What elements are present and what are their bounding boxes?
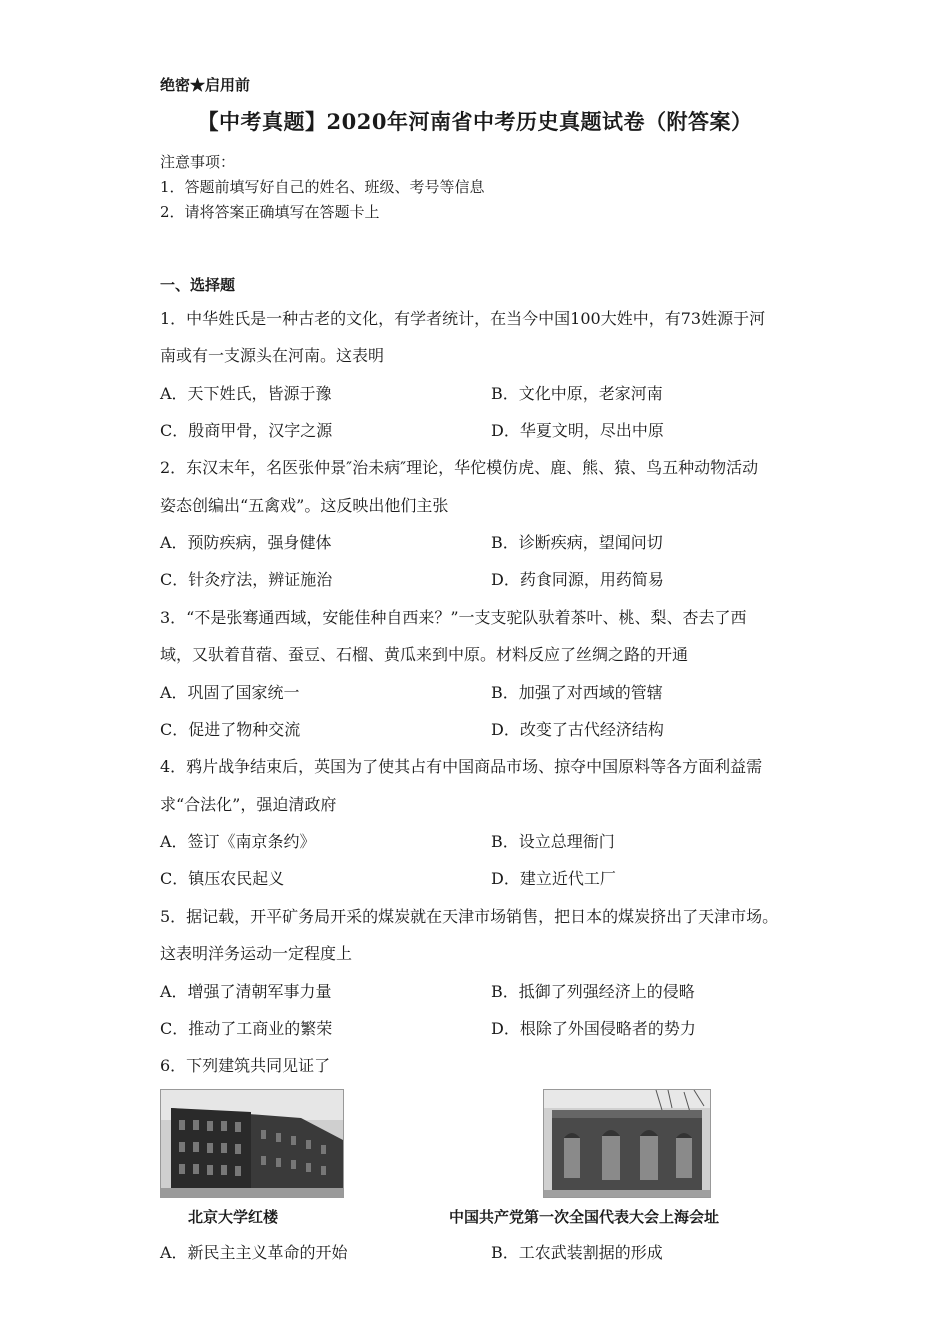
q4-option-d: D．建立近代工厂 <box>491 869 616 888</box>
q3-option-b: B．加强了对西域的管辖 <box>491 683 663 702</box>
q3-option-a: A．巩固了国家统一 <box>160 683 300 702</box>
q5-option-d: D．根除了外国侵略者的势力 <box>491 1019 696 1038</box>
q4-option-c: C．镇压农民起义 <box>160 869 285 888</box>
question-4-line: 4．鸦片战争结束后，英国为了使其占有中国商品市场、掠夺中国原料等各方面利益需 <box>160 757 763 776</box>
q4-option-a: A．签订《南京条约》 <box>160 832 316 851</box>
secret-label: 绝密★启用前 <box>160 76 251 94</box>
section-heading: 一、选择题 <box>160 276 236 294</box>
q2-option-b: B．诊断疾病，望闻问切 <box>491 533 663 552</box>
q1-option-d: D．华夏文明，尽出中原 <box>491 421 664 440</box>
q1-option-c: C．殷商甲骨，汉字之源 <box>160 421 333 440</box>
note-item: 1．答题前填写好自己的姓名、班级、考号等信息 <box>160 178 485 196</box>
q3-option-d: D．改变了古代经济结构 <box>491 720 664 739</box>
note-item: 2．请将答案正确填写在答题卡上 <box>160 203 380 221</box>
q6-option-a: A．新民主主义革命的开始 <box>160 1243 348 1262</box>
question-3-line: 3．“不是张骞通西域，安能佳种自西来？”一支支驼队驮着茶叶、桃、梨、杏去了西 <box>160 608 747 627</box>
red-building-photo <box>160 1089 344 1198</box>
photo-caption-left: 北京大学红楼 <box>188 1208 279 1226</box>
q2-option-a: A．预防疾病，强身健体 <box>160 533 332 552</box>
q2-option-d: D．药食同源，用药简易 <box>491 570 664 589</box>
q1-option-b: B．文化中原，老家河南 <box>491 384 663 403</box>
q1-option-a: A．天下姓氏，皆源于豫 <box>160 384 332 403</box>
question-1-line: 1．中华姓氏是一种古老的文化，有学者统计，在当今中国100大姓中，有73姓源于河 <box>160 309 766 328</box>
question-5-line: 这表明洋务运动一定程度上 <box>160 944 353 963</box>
notes-heading: 注意事项： <box>160 153 236 171</box>
question-1-line: 南或有一支源头在河南。这表明 <box>160 346 385 365</box>
q2-option-c: C．针灸疗法，辨证施治 <box>160 570 333 589</box>
congress-site-photo <box>543 1089 711 1198</box>
q6-option-b: B．工农武装割据的形成 <box>491 1243 663 1262</box>
question-5-line: 5．据记载，开平矿务局开采的煤炭就在天津市场销售，把日本的煤炭挤出了天津市场。 <box>160 907 779 926</box>
page-title: 【中考真题】2020年河南省中考历史真题试卷（附答案） <box>197 109 753 134</box>
question-3-line: 域，又驮着苜蓿、蚕豆、石榴、黄瓜来到中原。材料反应了丝绸之路的开通 <box>160 645 689 664</box>
q5-option-c: C．推动了工商业的繁荣 <box>160 1019 333 1038</box>
question-4-line: 求“合法化”，强迫清政府 <box>160 795 337 814</box>
question-6-line: 6．下列建筑共同见证了 <box>160 1056 331 1075</box>
photo-caption-right: 中国共产党第一次全国代表大会上海会址 <box>449 1208 720 1226</box>
question-2-line: 姿态创编出“五禽戏”。这反映出他们主张 <box>160 496 449 515</box>
q5-option-a: A．增强了清朝军事力量 <box>160 982 332 1001</box>
question-2-line: 2．东汉末年，名医张仲景″治未病″理论，华佗模仿虎、鹿、熊、猿、鸟五种动物活动 <box>160 458 759 477</box>
q4-option-b: B．设立总理衙门 <box>491 832 615 851</box>
q3-option-c: C．促进了物种交流 <box>160 720 301 739</box>
q5-option-b: B．抵御了列强经济上的侵略 <box>491 982 695 1001</box>
